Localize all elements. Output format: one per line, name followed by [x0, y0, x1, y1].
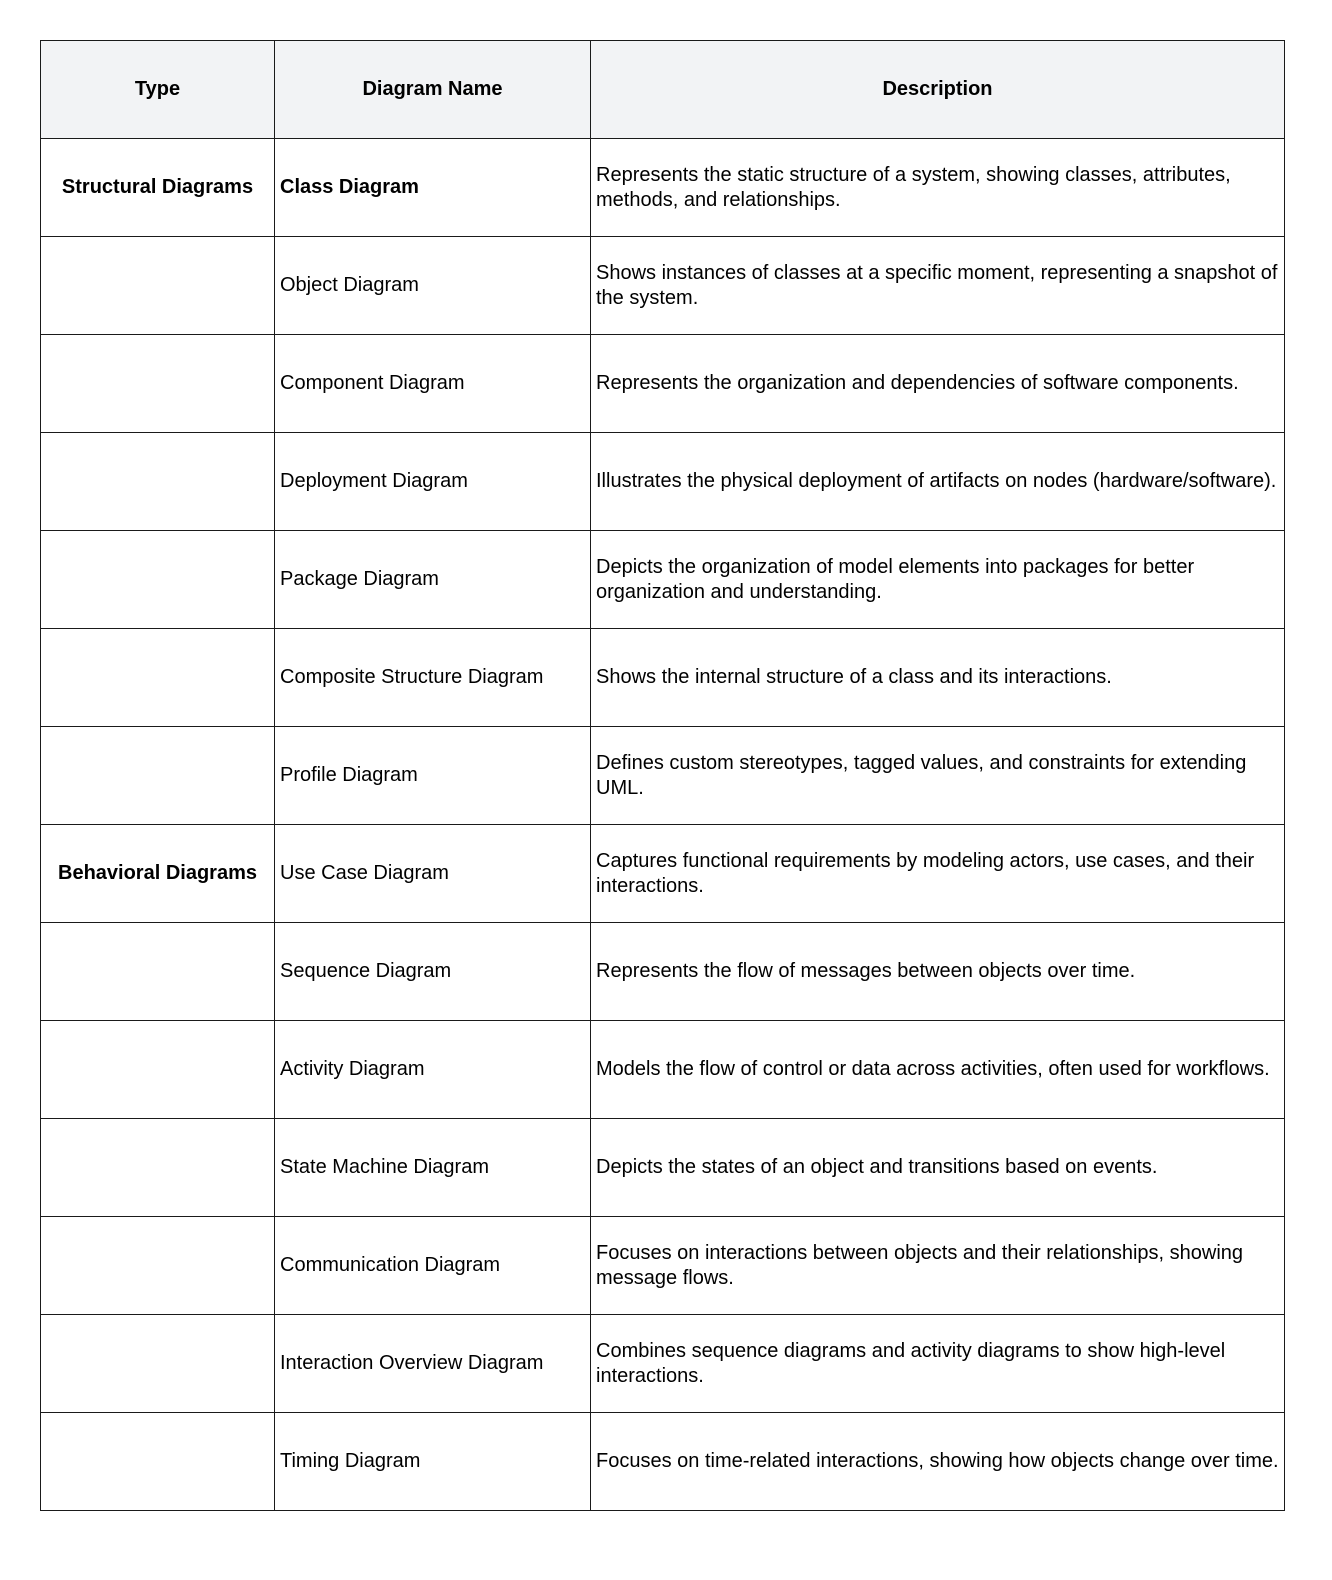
table-row: [41, 531, 1285, 629]
diagram-name-cell: Component Diagram: [275, 335, 591, 433]
type-cell: Structural Diagrams: [41, 139, 275, 237]
uml-diagrams-table: [40, 40, 1285, 1511]
diagram-name-cell: Deployment Diagram: [275, 433, 591, 531]
table-row: [41, 825, 1285, 923]
table-header-row: [41, 41, 1285, 139]
description-cell: Focuses on interactions between objects and their relationships, showing message flows.: [591, 1217, 1285, 1315]
diagram-name-cell: Composite Structure Diagram: [275, 629, 591, 727]
description-cell: Shows instances of classes at a specific moment, representing a snapshot of the system.: [591, 237, 1285, 335]
type-cell: [41, 1315, 275, 1413]
diagram-name-cell: Interaction Overview Diagram: [275, 1315, 591, 1413]
type-cell: [41, 1119, 275, 1217]
table-row: [41, 1217, 1285, 1315]
description-cell: Defines custom stereotypes, tagged values, and constraints for extending UML.: [591, 727, 1285, 825]
table-row: [41, 1119, 1285, 1217]
description-cell: Models the flow of control or data across activities, often used for workflows.: [591, 1021, 1285, 1119]
table-row: [41, 1315, 1285, 1413]
table-row: [41, 1413, 1285, 1511]
description-cell: Represents the organization and dependencies of software components.: [591, 335, 1285, 433]
type-cell: [41, 1413, 275, 1511]
description-cell: Combines sequence diagrams and activity diagrams to show high-level interactions.: [591, 1315, 1285, 1413]
diagram-name-cell: Use Case Diagram: [275, 825, 591, 923]
type-cell: [41, 237, 275, 335]
type-cell: Behavioral Diagrams: [41, 825, 275, 923]
type-cell: [41, 1217, 275, 1315]
diagram-name-cell: Activity Diagram: [275, 1021, 591, 1119]
diagram-name-cell: Package Diagram: [275, 531, 591, 629]
table-row: [41, 727, 1285, 825]
diagram-name-cell: Timing Diagram: [275, 1413, 591, 1511]
description-cell: Depicts the organization of model elements into packages for better organization and understanding.: [591, 531, 1285, 629]
diagram-name-cell: Sequence Diagram: [275, 923, 591, 1021]
description-cell: Represents the static structure of a system, showing classes, attributes, methods, and relationships.: [591, 139, 1285, 237]
diagram-name-cell: Communication Diagram: [275, 1217, 591, 1315]
table-row: [41, 923, 1285, 1021]
description-cell: Focuses on time-related interactions, showing how objects change over time.: [591, 1413, 1285, 1511]
type-cell: [41, 531, 275, 629]
type-cell: [41, 433, 275, 531]
diagram-name-cell: Object Diagram: [275, 237, 591, 335]
table-row: [41, 433, 1285, 531]
diagram-name-cell: Profile Diagram: [275, 727, 591, 825]
type-cell: [41, 923, 275, 1021]
table-row: [41, 139, 1285, 237]
description-cell: Captures functional requirements by modeling actors, use cases, and their interactions.: [591, 825, 1285, 923]
type-cell: [41, 1021, 275, 1119]
description-cell: Illustrates the physical deployment of artifacts on nodes (hardware/software).: [591, 433, 1285, 531]
diagram-name-cell: State Machine Diagram: [275, 1119, 591, 1217]
header-diagram-name: Diagram Name: [275, 41, 591, 139]
type-cell: [41, 629, 275, 727]
type-cell: [41, 335, 275, 433]
table-row: [41, 1021, 1285, 1119]
description-cell: Represents the flow of messages between objects over time.: [591, 923, 1285, 1021]
description-cell: Shows the internal structure of a class and its interactions.: [591, 629, 1285, 727]
header-description: Description: [591, 41, 1285, 139]
type-cell: [41, 727, 275, 825]
table-row: [41, 629, 1285, 727]
header-type: Type: [41, 41, 275, 139]
table-row: [41, 237, 1285, 335]
table-row: [41, 335, 1285, 433]
description-cell: Depicts the states of an object and transitions based on events.: [591, 1119, 1285, 1217]
diagram-name-cell: Class Diagram: [275, 139, 591, 237]
